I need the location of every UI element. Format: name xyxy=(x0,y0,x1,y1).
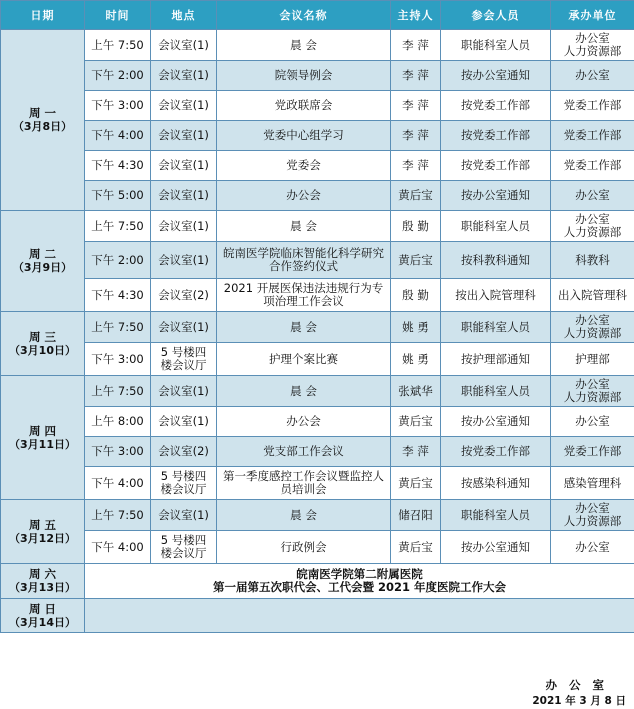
place-cell: 会议室(1) xyxy=(151,312,217,343)
place-cell: 会议室(1) xyxy=(151,242,217,279)
meeting-name-cell: 办公会 xyxy=(217,407,391,437)
host-cell: 张斌华 xyxy=(391,376,441,407)
organizer-cell: 办公室 人力资源部 xyxy=(551,500,634,531)
place-cell: 5 号楼四 楼会议厅 xyxy=(151,467,217,500)
place-cell: 会议室(1) xyxy=(151,181,217,211)
organizer-cell: 办公室 xyxy=(551,407,634,437)
organizer-cell: 党委工作部 xyxy=(551,91,634,121)
attendees-cell: 按办公室通知 xyxy=(441,531,551,564)
day-cell xyxy=(1,376,85,500)
place-cell: 5 号楼四 楼会议厅 xyxy=(151,343,217,376)
meeting-name-cell: 行政例会 xyxy=(217,531,391,564)
header-row xyxy=(1,1,634,30)
host-cell: 李 萍 xyxy=(391,30,441,61)
place-cell: 会议室(1) xyxy=(151,407,217,437)
attendees-cell: 按护理部通知 xyxy=(441,343,551,376)
meeting-name-cell: 党委中心组学习 xyxy=(217,121,391,151)
table-row xyxy=(1,242,634,279)
place-cell: 会议室(1) xyxy=(151,30,217,61)
time-cell: 下午 2:00 xyxy=(85,61,151,91)
day-name: 周 三 xyxy=(28,329,56,344)
table-row xyxy=(1,343,634,376)
table-row xyxy=(1,61,634,91)
place-cell: 会议室(2) xyxy=(151,279,217,312)
table-row xyxy=(1,467,634,500)
time-cell: 下午 5:00 xyxy=(85,181,151,211)
day-date: （3月13日） xyxy=(9,581,76,594)
time-cell: 上午 7:50 xyxy=(85,500,151,531)
day-cell xyxy=(1,564,85,599)
organizer-cell: 办公室 人力资源部 xyxy=(551,312,634,343)
host-cell: 李 萍 xyxy=(391,437,441,467)
meeting-name-cell: 第一季度感控工作会议暨监控人员培训会 xyxy=(217,467,391,500)
host-cell: 黄后宝 xyxy=(391,467,441,500)
attendees-cell: 职能科室人员 xyxy=(441,30,551,61)
day-date: （3月9日） xyxy=(12,261,73,274)
host-cell: 姚 勇 xyxy=(391,343,441,376)
day-name: 周 六 xyxy=(28,567,56,581)
table-row-saturday xyxy=(1,564,634,599)
table-row xyxy=(1,181,634,211)
organizer-cell: 科教科 xyxy=(551,242,634,279)
header-host: 主持人 xyxy=(391,1,441,30)
sunday-empty-cell xyxy=(85,599,634,633)
day-cell xyxy=(1,312,85,376)
attendees-cell: 按办公室通知 xyxy=(441,407,551,437)
host-cell: 黄后宝 xyxy=(391,531,441,564)
table-row xyxy=(1,407,634,437)
attendees-cell: 按党委工作部 xyxy=(441,91,551,121)
table-row xyxy=(1,500,634,531)
time-cell: 下午 3:00 xyxy=(85,343,151,376)
time-cell: 下午 2:00 xyxy=(85,242,151,279)
organizer-cell: 办公室 xyxy=(551,531,634,564)
place-cell: 5 号楼四 楼会议厅 xyxy=(151,531,217,564)
organizer-cell: 护理部 xyxy=(551,343,634,376)
meeting-name-cell: 党支部工作会议 xyxy=(217,437,391,467)
attendees-cell: 按办公室通知 xyxy=(441,61,551,91)
time-cell: 上午 8:00 xyxy=(85,407,151,437)
time-cell: 上午 7:50 xyxy=(85,312,151,343)
attendees-cell: 按党委工作部 xyxy=(441,121,551,151)
meeting-name-cell: 皖南医学院临床智能化科学研究合作签约仪式 xyxy=(217,242,391,279)
organizer-cell: 办公室 人力资源部 xyxy=(551,376,634,407)
host-cell: 姚 勇 xyxy=(391,312,441,343)
day-date: （3月10日） xyxy=(9,343,76,357)
table-row xyxy=(1,376,634,407)
host-cell: 殷 勤 xyxy=(391,211,441,242)
table-row xyxy=(1,437,634,467)
day-cell xyxy=(1,211,85,312)
place-cell: 会议室(2) xyxy=(151,437,217,467)
day-name: 周 二 xyxy=(28,247,56,261)
host-cell: 李 萍 xyxy=(391,91,441,121)
day-name: 周 五 xyxy=(28,517,56,532)
attendees-cell: 职能科室人员 xyxy=(441,376,551,407)
organizer-cell: 办公室 xyxy=(551,181,634,211)
time-cell: 上午 7:50 xyxy=(85,30,151,61)
attendees-cell: 按出入院管理科 xyxy=(441,279,551,312)
meeting-name-cell: 晨 会 xyxy=(217,500,391,531)
organizer-cell: 办公室 xyxy=(551,61,634,91)
time-cell: 下午 4:30 xyxy=(85,279,151,312)
header-attendees: 参会人员 xyxy=(441,1,551,30)
host-cell: 黄后宝 xyxy=(391,181,441,211)
time-cell: 上午 7:50 xyxy=(85,211,151,242)
event-host-org: 皖南医学院第二附属医院 xyxy=(296,567,423,581)
attendees-cell: 按感染科通知 xyxy=(441,467,551,500)
time-cell: 上午 7:50 xyxy=(85,376,151,407)
meeting-name-cell: 晨 会 xyxy=(217,312,391,343)
table-row xyxy=(1,121,634,151)
table-row xyxy=(1,91,634,121)
attendees-cell: 职能科室人员 xyxy=(441,211,551,242)
organizer-cell: 办公室 人力资源部 xyxy=(551,30,634,61)
place-cell: 会议室(1) xyxy=(151,121,217,151)
meeting-name-cell: 2021 开展医保违法违规行为专项治理工作会议 xyxy=(217,279,391,312)
event-title: 第一届第五次职代会、工代会暨 2021 年度医院工作大会 xyxy=(212,580,506,594)
saturday-event-cell xyxy=(85,564,634,599)
footer-date: 2021 年 3 月 8 日 xyxy=(532,695,626,707)
attendees-cell: 职能科室人员 xyxy=(441,500,551,531)
host-cell: 李 萍 xyxy=(391,61,441,91)
meeting-name-cell: 晨 会 xyxy=(217,376,391,407)
time-cell: 下午 3:00 xyxy=(85,437,151,467)
header-date: 日期 xyxy=(1,1,85,30)
host-cell: 殷 勤 xyxy=(391,279,441,312)
place-cell: 会议室(1) xyxy=(151,151,217,181)
place-cell: 会议室(1) xyxy=(151,500,217,531)
table-row xyxy=(1,312,634,343)
day-date: （3月14日） xyxy=(9,615,76,629)
organizer-cell: 党委工作部 xyxy=(551,151,634,181)
place-cell: 会议室(1) xyxy=(151,61,217,91)
attendees-cell: 按办公室通知 xyxy=(441,181,551,211)
meeting-name-cell: 晨 会 xyxy=(217,30,391,61)
footer-office: 办 公 室 xyxy=(545,678,608,692)
header-time: 时间 xyxy=(85,1,151,30)
meeting-name-cell: 党委会 xyxy=(217,151,391,181)
time-cell: 下午 4:00 xyxy=(85,121,151,151)
day-name: 周 四 xyxy=(28,423,56,438)
host-cell: 李 萍 xyxy=(391,121,441,151)
attendees-cell: 职能科室人员 xyxy=(441,312,551,343)
table-row xyxy=(1,531,634,564)
meeting-name-cell: 院领导例会 xyxy=(217,61,391,91)
host-cell: 李 萍 xyxy=(391,151,441,181)
host-cell: 黄后宝 xyxy=(391,242,441,279)
meeting-name-cell: 党政联席会 xyxy=(217,91,391,121)
organizer-cell: 办公室 人力资源部 xyxy=(551,211,634,242)
organizer-cell: 党委工作部 xyxy=(551,121,634,151)
table-row-sunday xyxy=(1,599,634,633)
organizer-cell: 出入院管理科 xyxy=(551,279,634,312)
header-place: 地点 xyxy=(151,1,217,30)
meeting-name-cell: 护理个案比赛 xyxy=(217,343,391,376)
time-cell: 下午 4:00 xyxy=(85,531,151,564)
meeting-name-cell: 办公会 xyxy=(217,181,391,211)
time-cell: 下午 3:00 xyxy=(85,91,151,121)
host-cell: 储召阳 xyxy=(391,500,441,531)
place-cell: 会议室(1) xyxy=(151,91,217,121)
table-row xyxy=(1,151,634,181)
header-organizer: 承办单位 xyxy=(551,1,634,30)
host-cell: 黄后宝 xyxy=(391,407,441,437)
day-date: （3月12日） xyxy=(9,531,76,545)
attendees-cell: 按党委工作部 xyxy=(441,437,551,467)
day-name: 周 日 xyxy=(28,601,56,616)
time-cell: 下午 4:00 xyxy=(85,467,151,500)
organizer-cell: 党委工作部 xyxy=(551,437,634,467)
table-row xyxy=(1,211,634,242)
place-cell: 会议室(1) xyxy=(151,211,217,242)
day-cell xyxy=(1,599,85,633)
table-row xyxy=(1,279,634,312)
day-date: （3月8日） xyxy=(12,120,73,133)
place-cell: 会议室(1) xyxy=(151,376,217,407)
meeting-name-cell: 晨 会 xyxy=(217,211,391,242)
day-cell xyxy=(1,30,85,211)
attendees-cell: 按科教科通知 xyxy=(441,242,551,279)
organizer-cell: 感染管理科 xyxy=(551,467,634,500)
day-date: （3月11日） xyxy=(9,437,76,451)
day-cell xyxy=(1,500,85,564)
time-cell: 下午 4:30 xyxy=(85,151,151,181)
table-row xyxy=(1,30,634,61)
attendees-cell: 按党委工作部 xyxy=(441,151,551,181)
header-meeting: 会议名称 xyxy=(217,1,391,30)
day-name: 周 一 xyxy=(28,106,56,120)
